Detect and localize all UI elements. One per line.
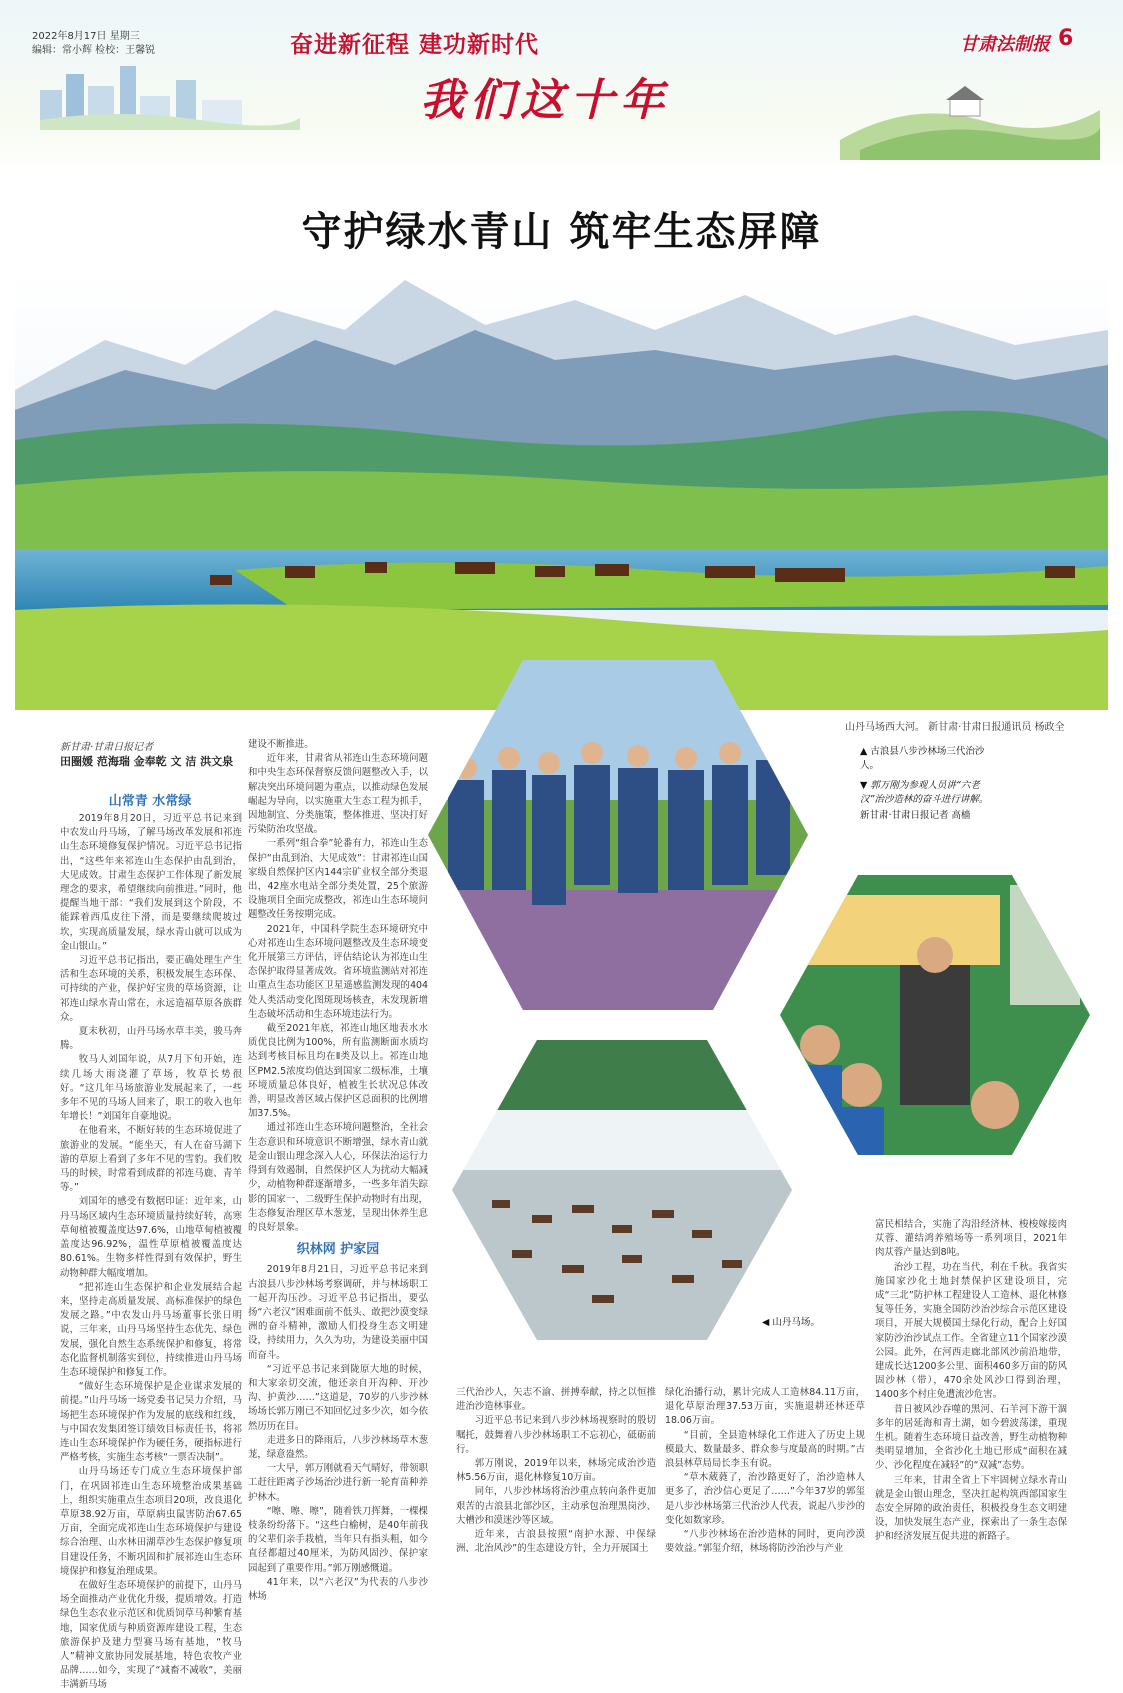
paragraph: “习近平总书记来到陇原大地的时候，和大家亲切交流，他还亲自开沟种、开沙沟、护黄沙……”这道是，70岁的八步沙林场场长郭万刚已不知回忆过多少次，如今依然历历在目。 bbox=[248, 1363, 428, 1432]
photo-caption-horses: ◀ 山丹马场。 bbox=[762, 1317, 820, 1328]
page-headline: 守护绿水青山 筑牢生态屏障 bbox=[301, 208, 822, 255]
issue-meta bbox=[32, 30, 155, 58]
paragraph: 一大早，郭万刚就看天气晴好，带领职工赶往距离子沙场治沙进行新一轮育苗种养护林木。 bbox=[248, 1463, 428, 1503]
paragraph: 41年来，以“六老汉”为代表的八步沙林场 bbox=[248, 1576, 428, 1602]
byline-authors: 田圈媛 范海瑞 金奉乾 文 洁 洪文泉 bbox=[60, 755, 234, 768]
paragraph: “把祁连山生态保护和企业发展结合起来，坚持走高质量发展、高标准保护的绿色发展之路。”中农发山丹马场董事长张日明说，三年来，山丹马场坚持生态优先、绿色发展，强化自然生态系统保护和修复，将常态化监督机制落实到位，持续推进山丹马场生态环境保护和修复工作。 bbox=[60, 1281, 242, 1378]
paragraph: 近年来，甘肃省从祁连山生态环境问题和中央生态环保督察反馈问题整改入手，以解决突出环境问题为重点，以推动绿色发展崛起为导向，以实施重大生态工程为抓手，因地制宜、分类施策，整体推进、坚决打好污染防治攻坚战。 bbox=[248, 753, 428, 836]
hero-photo-horses-grassland bbox=[15, 270, 1108, 710]
paragraph: 牧马人刘国年说，从7月下旬开始，连续几场大雨浇灌了草场，牧草长势很好。“这几年马场旅游业发展起来了，一些多年不见的马场人回来了，职工的收入也年年增长！”刘国年自豪地说。 bbox=[60, 1054, 242, 1123]
paragraph: 习近平总书记来到八步沙林场视察时的殷切嘱托，鼓舞着八步沙林场职工不忘初心，砥砺前行。 bbox=[456, 1415, 656, 1455]
section-title-1: 山常青 水常绿 bbox=[108, 794, 192, 809]
paragraph: 夏末秋初，山丹马场水草丰美，骏马奔腾。 bbox=[60, 1026, 242, 1052]
paragraph: “草木葳蕤了，治沙路更好了，治沙造林人更多了，治沙信心更足了……”今年37岁的郭玺是八步沙林场第三代治沙人代表，说起八步沙的变化如数家珍。 bbox=[665, 1472, 865, 1526]
byline-prefix: 新甘肃·甘肃日报记者 bbox=[60, 742, 154, 753]
article-column-4 bbox=[665, 1386, 865, 1592]
paragraph: 昔日被风沙吞噬的黑河、石羊河下游干涸多年的居延海和青土湖，如今碧波荡漾，重现生机。随着生态环境日益改善，野生动植物种类明显增加，全省沙化土地已形成“面积在减少、沙化程度在减轻”的“双减”态势。 bbox=[875, 1403, 1067, 1472]
paragraph: 治沙工程，功在当代，利在千秋。我省实施国家沙化土地封禁保护区建设项目，完成“三北”防护林工程建设人工造林、退化林修复等任务，实施全国防沙治沙综合示范区建设项目，开展大规模国土绿化行动，配合上好国家防沙治沙试点工作。全省建立11个国家沙漠公园。此外，在河西走廊北部风沙前沿地带，建成长达1200多公里、面积460多万亩的防风固沙林（带），470余处风沙口得到治理，1400多个村庄免遭流沙危害。 bbox=[875, 1261, 1067, 1401]
paragraph: “嚓、嚓、嚓”，随着铁刀挥舞，一棵棵枝条纷纷落下。“这些白榆树，是40年前我的父辈们亲手栽植，当年只有指头粗，如今直径都超过40厘米，为防风固沙、保护家园起到了重要作用。”郭万刚感慨道。 bbox=[248, 1505, 428, 1574]
paragraph: 在做好生态环境保护的前提下，山丹马场全面推动产业优化升级，提质增效。打造绿色生态农业示范区和优质饲草马种繁育基地，国家优质与种质资源库建设工程，生态旅游保护及建力型赛马场有基地，“牧马人”精神文旅协同发展基地，特色农牧产业品牌……如今，实现了“减畜不减收”，美丽丰满新马场 bbox=[60, 1579, 242, 1691]
photo-caption-1: ▲ 古浪县八步沙林场三代治沙人。 bbox=[860, 746, 985, 771]
paragraph: 截至2021年底，祁连山地区地表水水质优良比例为100%，所有监测断面水质均达到考核目标且均在Ⅱ类及以上。祁连山地区PM2.5浓度均值达到国家二级标准，土壤环境质量总体良好，植被生长状况总体改善，明显改善区域占保护区总面积的比例增加37.5%。 bbox=[248, 1023, 428, 1120]
article-column-1 bbox=[60, 812, 242, 1691]
article-column-3 bbox=[456, 1386, 656, 1592]
photo-classroom-hexagon bbox=[780, 875, 1090, 1155]
paragraph: 三代治沙人，矢志不渝、拼搏奉献，持之以恒推进治沙造林事业。 bbox=[456, 1387, 656, 1413]
section-title-2: 织林网 护家园 bbox=[296, 1242, 380, 1258]
paragraph: “目前，全县造林绿化工作进入了历史上规模最大、数量最多、群众参与度最高的时期。”古浪县林草局局长李玉有说。 bbox=[665, 1429, 865, 1470]
slogan: 奋进新征程 建功新时代 bbox=[290, 31, 540, 58]
paragraph: 刘国年的感受有数据印证：近年来，山丹马场区域内生态环境质量持续好转，高寒草甸植被覆盖度达97.6%，山地草甸植被覆盖度达96.92%，温性草原植被覆盖度达80.61%。生物多样性得到有效保护，野生动物种群大幅度增加。 bbox=[60, 1196, 242, 1279]
paragraph: 2019年8月21日，习近平总书记来到古浪县八步沙林场考察调研，并与林场职工一起开沟压沙。习近平总书记指出，要弘扬“六老汉”困难面前不低头、敢把沙漠变绿洲的奋斗精神，激励人们投身生态文明建设，持续用力，久久为功，为建设美丽中国而奋斗。 bbox=[248, 1264, 428, 1361]
paragraph: 山丹马场还专门成立生态环境保护部门，在巩固祁连山生态环境整治成果基础上，组织实施重点生态项目20项，改良退化草原38.92万亩，草原病虫鼠害防治67.65万亩，全面完成祁连山生态环境保护与建设综合治理、山水林田湖草沙生态保护修复项目建设任务，不断巩固和扩展祁连山生态环境保护和修复治理成果。 bbox=[60, 1466, 242, 1577]
paragraph: “八步沙林场在治沙造林的同时，更向沙漠要效益。”郭玺介绍，林场将防沙治沙与产业 bbox=[665, 1529, 865, 1555]
masthead bbox=[0, 0, 1123, 175]
hero-photo-caption: 山丹马场西大河。 新甘肃·甘肃日报通讯员 杨政全 bbox=[845, 722, 1065, 733]
paragraph: 2019年8月20日，习近平总书记来到中农发山丹马场，了解马场改革发展和祁连山生态环境修复保护情况。习近平总书记指出，“这些年来祁连山生态保护由乱到治，大见成效。甘肃生态保护工作体现了新发展理念的要求，希望继续向前推进。”同时，他提醒当地干部：“我们发展到这个阶段，不能踩着西瓜皮往下滑，而是要继续爬坡过坎，实现高质量发展，绿水青山就可以成为金山银山。” bbox=[60, 813, 242, 952]
page-number: 6 bbox=[1058, 26, 1074, 51]
photo-caption-block bbox=[860, 745, 990, 823]
newspaper-logo: 甘肃法制报 bbox=[960, 34, 1050, 55]
paragraph: 富民相结合，实施了沟沿经济林、梭梭嫁接肉苁蓉、灌结鸿养殖场等一系列项目，2021年肉苁蓉产量达到8吨。 bbox=[875, 1219, 1067, 1259]
article-column-5 bbox=[875, 1218, 1067, 1592]
paragraph: 同年，八步沙林场将治沙重点转向条件更加艰苦的古浪县北部沙区，主动承包治理黑岗沙、大槽沙和漠迷沙等区域。 bbox=[456, 1486, 656, 1526]
photo-horse-herd-hexagon bbox=[452, 1040, 792, 1340]
paragraph: 近年来，古浪县按照“南护水源、中保绿洲、北治风沙”的生态建设方针，全力开展国土 bbox=[456, 1529, 656, 1555]
paragraph: 通过祁连山生态环境问题整治，全社会生态意识和环境意识不断增强，绿水青山就是金山银山理念深入人心，环保法治运行力得到有效遏制，自然保护区人为扰动大幅减少，动植物种群逐渐增多，一些多年消失踪影的国家一、二级野生保护动物时有出现，生态修复治理区草木葱茏，呈现出休养生息的良好景象。 bbox=[248, 1122, 428, 1233]
photo-tree-planters-hexagon bbox=[428, 660, 808, 1010]
paragraph: “做好生态环境保护是企业谋求发展的前提。”山丹马场一场党委书记吴力介绍，马场把生态环境保护作为发展的底线和红线，与中国农发集团签订绩效目标责任书，将祁连山生态环境保护作为硬任务，硬指标进行严格考核，实施生态考核“一票否决制”。 bbox=[60, 1381, 242, 1464]
paragraph: 2021年，中国科学院生态环境研究中心对祁连山生态环境问题整改及生态环境变化开展第三方评估，评估结论认为祁连山生态保护取得显著成效。省环境监测站对祁连山重点生态功能区卫星遥感监测发现的404处人类活动变化图斑现场核查，未发现新增生态破坏活动和生态环境违法行为。 bbox=[248, 923, 428, 1020]
paragraph: 在他看来，不断好转的生态环境促进了旅游业的发展。“能坐天，有人在奋马湖下游的草原上看到了多年不见的雪豹。我们牧马的时候，时常看到成群的祁连马鹿、青羊等。” bbox=[60, 1125, 242, 1194]
terraced-hills-illustration bbox=[840, 70, 1100, 160]
paragraph: 一系列“组合拳”轮番有力，祁连山生态保护“由乱到治、大见成效”：甘肃祁连山国家级自然保护区内144宗矿业权全部分类退出，42座水电站全部分类处置，25个旅游设施项目全面完成整改，祁连山生态环境问题整改任务按期完成。 bbox=[248, 838, 428, 921]
city-skyline-illustration bbox=[40, 60, 300, 130]
editor-line: 编辑：常小辉 检校：王馨锐 bbox=[32, 45, 156, 56]
paragraph: 走进多日的降雨后，八步沙林场草木葱茏，绿意盎然。 bbox=[248, 1434, 428, 1460]
paragraph: 习近平总书记指出，要正确处理生产生活和生态环境的关系，积极发展生态环保、可持续的产业，保护好宝贵的草场资源，让祁连山绿水青山常在，永远造福草原各族群众。 bbox=[60, 955, 242, 1023]
series-title: 我们这十年 bbox=[420, 75, 670, 126]
paragraph: 郭万刚说，2019年以来，林场完成治沙造林5.56万亩，退化林修复10万亩。 bbox=[456, 1458, 656, 1484]
paragraph: 三年来，甘肃全省上下牢固树立绿水青山就是金山银山理念，坚决扛起构筑西部国家生态安全屏障的政治责任，积极投身生态文明建设，加快发展生态产业，探索出了一条生态保护和经济发展互促共进的新路子。 bbox=[875, 1474, 1067, 1543]
issue-date: 2022年8月17日 星期三 bbox=[32, 31, 140, 42]
photo-credit: 新甘肃·甘肃日报记者 高樯 bbox=[860, 810, 971, 821]
photo-caption-2: ▼ 郭万刚为参观人员讲“六老汉”治沙造林的奋斗进行讲解。 bbox=[860, 780, 989, 805]
article-column-2 bbox=[248, 738, 428, 1602]
paragraph: 建设不断推进。 bbox=[248, 739, 314, 750]
paragraph: 绿化治播行动，累计完成人工造林84.11万亩，退化草原治理37.53万亩，实施退耕还林还草18.06万亩。 bbox=[665, 1387, 865, 1427]
